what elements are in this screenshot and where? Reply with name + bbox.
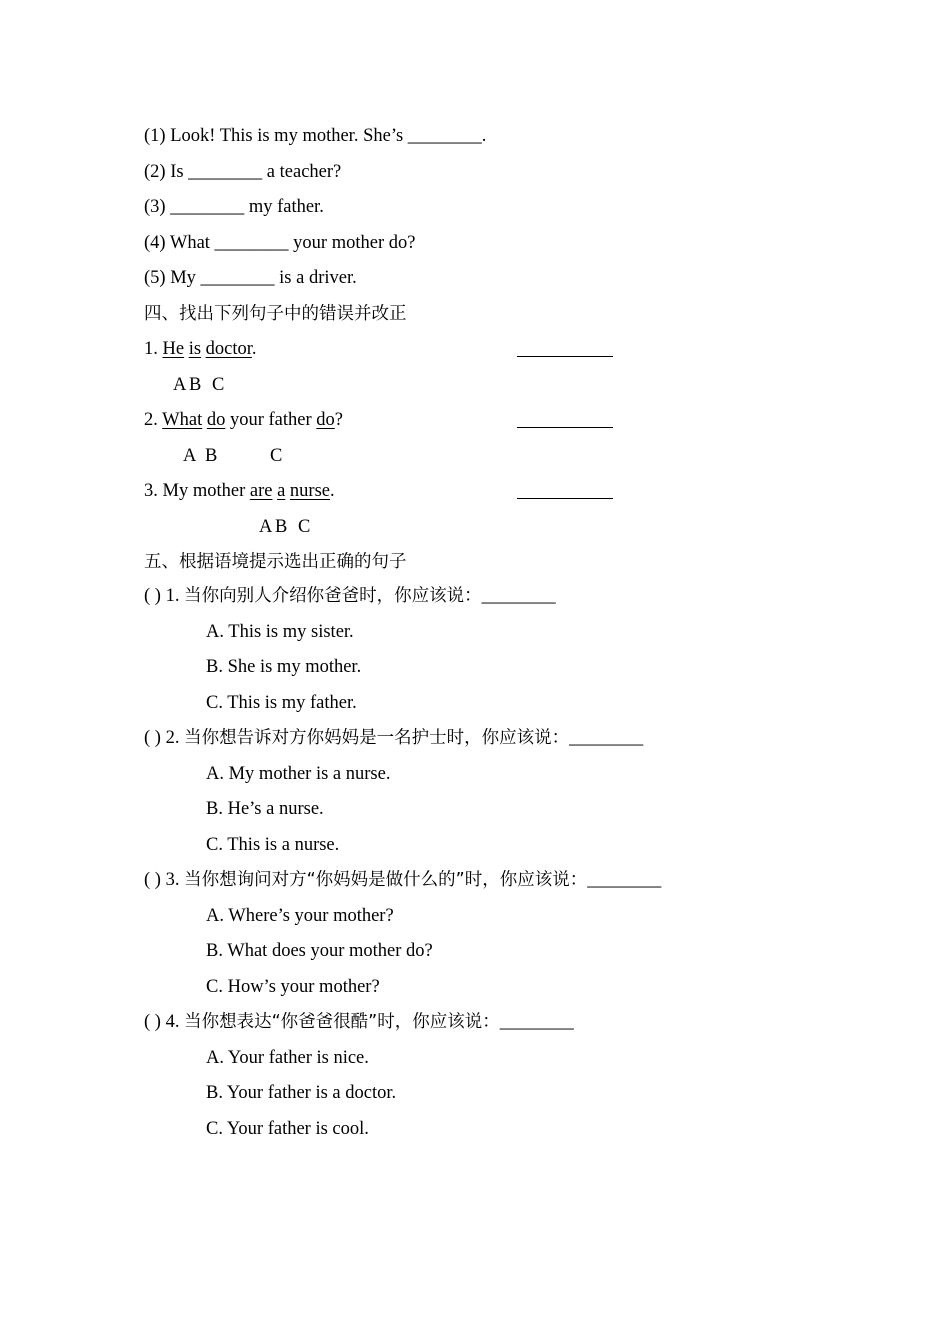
q2-label-a: A — [183, 446, 197, 466]
q3-label-b: B — [275, 517, 288, 537]
q2-option-c: C. This is a nurse. — [206, 835, 340, 855]
fill-in-line-5: (5) My ________ is a driver. — [144, 268, 357, 288]
choice-question-2: ( ) 2. 当你想告诉对方你妈妈是一名护士时，你应该说：________ — [144, 728, 644, 748]
q1-part-c: doctor — [205, 339, 252, 359]
q4-option-b: B. Your father is a doctor. — [206, 1083, 397, 1103]
q2-part-b: do — [206, 410, 226, 430]
q1-option-c: C. This is my father. — [206, 693, 357, 713]
fill-in-line-2: (2) Is ________ a teacher? — [144, 162, 342, 182]
answer-line-3[interactable] — [517, 498, 613, 499]
q4-option-c: C. Your father is cool. — [206, 1119, 369, 1139]
section5-heading: 五、根据语境提示选出正确的句子 — [144, 552, 407, 572]
q3-option-a: A. Where’s your mother? — [206, 906, 394, 926]
q3-part-b: a — [277, 481, 286, 501]
q1-part-a: He — [162, 339, 185, 359]
q3-label-c: C — [298, 517, 311, 537]
q2-option-b: B. He’s a nurse. — [206, 799, 324, 819]
q2-label-c: C — [270, 446, 283, 466]
q1-label-c: C — [212, 375, 225, 395]
fill-in-line-1: (1) Look! This is my mother. She’s ________. — [144, 126, 487, 146]
q2-option-a: A. My mother is a nurse. — [206, 764, 391, 784]
q3-part-a: are — [249, 481, 273, 501]
blank: ________ — [587, 870, 662, 890]
choice-question-1: ( ) 1. 当你向别人介绍你爸爸时，你应该说：________ — [144, 586, 556, 606]
error-question-2: 2. What do your father do? — [144, 410, 343, 430]
q1-option-b: B. She is my mother. — [206, 657, 362, 677]
fill-in-line-3: (3) ________ my father. — [144, 197, 324, 217]
choice-question-4: ( ) 4. 当你想表达“你爸爸很酷”时，你应该说：________ — [144, 1012, 574, 1032]
q3-label-a: A — [259, 517, 273, 537]
q3-part-c: nurse — [289, 481, 330, 501]
blank: ________ — [569, 728, 644, 748]
q1-option-a: A. This is my sister. — [206, 622, 354, 642]
q2-part-a: What — [162, 410, 203, 430]
q1-label-b: B — [189, 375, 202, 395]
q3-option-c: C. How’s your mother? — [206, 977, 380, 997]
q1-label-a: A — [173, 375, 187, 395]
fill-in-line-4: (4) What ________ your mother do? — [144, 233, 416, 253]
section4-heading: 四、找出下列句子中的错误并改正 — [144, 304, 407, 324]
q2-label-b: B — [205, 446, 218, 466]
error-question-3: 3. My mother are a nurse. — [144, 481, 335, 501]
choice-question-3: ( ) 3. 当你想询问对方“你妈妈是做什么的”时，你应该说：________ — [144, 870, 662, 890]
q3-option-b: B. What does your mother do? — [206, 941, 433, 961]
q1-part-b: is — [188, 339, 202, 359]
blank: ________ — [481, 586, 556, 606]
answer-line-1[interactable] — [517, 356, 613, 357]
q4-option-a: A. Your father is nice. — [206, 1048, 369, 1068]
error-question-1: 1. He is doctor. — [144, 339, 257, 359]
answer-line-2[interactable] — [517, 427, 613, 428]
q2-part-c: do — [316, 410, 335, 430]
blank: ________ — [499, 1012, 574, 1032]
